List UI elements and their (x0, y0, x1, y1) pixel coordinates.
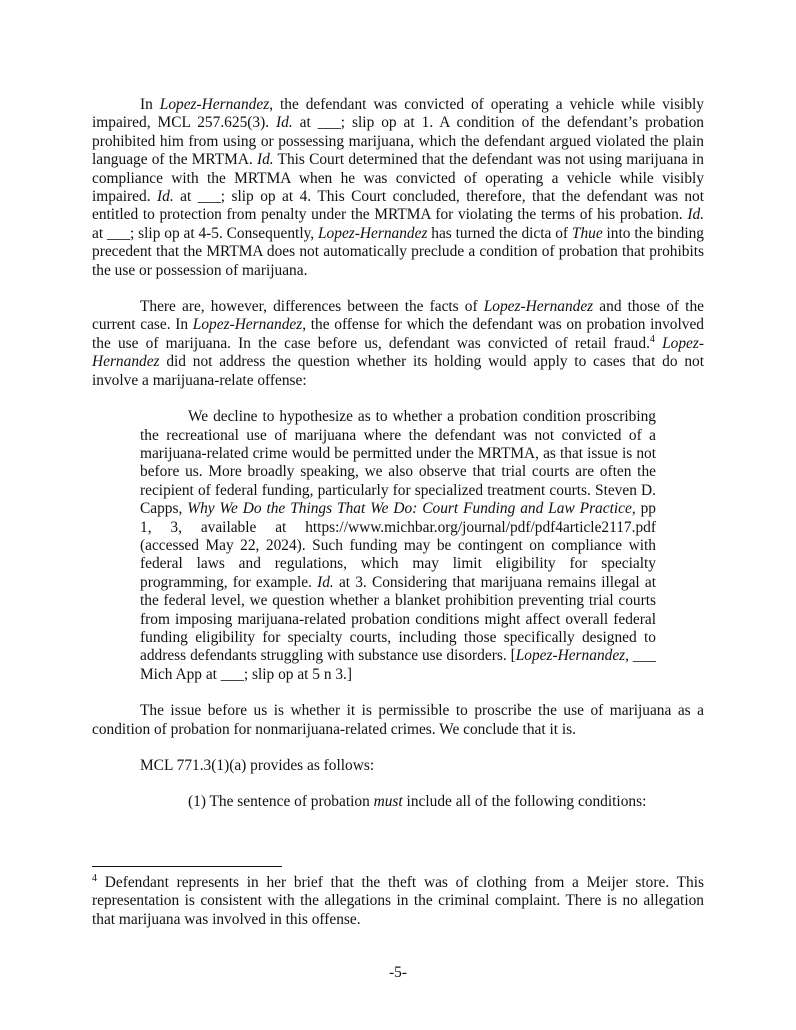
paragraph-statute-intro: MCL 771.3(1)(a) provides as follows: (140, 757, 375, 774)
paragraph-lopez-hernandez-summary: In Lopez-Hernandez, the defendant was convicted of operating a vehicle while visibly impaired, MCL 257.625(3). Id. at ___; slip op at 1. A condition of the defendant’s probation prohibited him from using or possessing marijuana, which the defendant argued violated the plain language of the MRTMA. Id. This Court determined that the defendant was not using marijuana in compliance with the MRTMA when he was convicted of operating a vehicle while visibly impaired. Id. at ___; slip op at 4. This Court concluded, therefore, that the defendant was not entitled to protection from penalty under the MRTMA for violating the terms of his probation. Id. at ___; slip op at 4-5. Consequently, Lopez-Hernandez has turned the dicta of Thue into the binding precedent that the MRTMA does not automatically preclude a condition of probation that prohibits the use or possession of marijuana. (92, 96, 705, 279)
footnote-reference: 4 (649, 333, 655, 345)
document-body (92, 96, 704, 812)
page-number: -5- (389, 964, 407, 981)
paragraph-issue: The issue before us is whether it is permissible to proscribe the use of marijuana as a condition of probation for nonmarijuana-related crimes. We conclude that it is. (92, 702, 704, 738)
block-quote: We decline to hypothesize as to whether a probation condition proscribing the recreational use of marijuana where the defendant was not convicted of a marijuana-related crime would be permitted under the MRTMA, as that issue is not before us. More broadly speaking, we also observe that trial courts are often the recipient of federal funding, particularly for specialized treatment courts. Steven D. Capps, Why We Do the Things That We Do: Court Funding and Law Practice, pp 1, 3, available at https://www.michbar.org/journal/pdf/pdf4article2117.pdf (accessed May 22, 2024). Such funding may be contingent on compliance with federal laws and regulations, which may limit eligibility for specialty programming, for example. Id. at 3. Considering that marijuana remains illegal at the federal level, we question whether a blanket prohibition preventing trial courts from imposing marijuana-related probation conditions might affect overall federal funding eligibility for specialty courts, including those specifically designed to address defendants struggling with substance use disorders. [Lopez-Hernandez, ___ Mich App at ___; slip op at 5 n 3.] (140, 408, 656, 683)
footnote-separator (92, 866, 282, 867)
statute-quote: (1) The sentence of probation must include all of the following conditions: (188, 793, 647, 811)
footnote: $^4$ Defendant represents in her brief that the theft was of clothing from a Meijer store. This representation is consistent with the allegations in the criminal complaint. There is no allegation that marijuana was involved in this offense. (92, 872, 704, 928)
footnote-number: 4 (92, 872, 97, 884)
paragraph-differences: There are, however, differences between the facts of Lopez-Hernandez and those of the current case. In Lopez-Hernandez, the offense for which the defendant was on probation involved the use of marijuana. In the case before us, defendant was convicted of retail fraud.$^4$ Lopez-Hernandez did not address the question whether its holding would apply to cases that do not involve a marijuana-relate offense: (92, 298, 704, 389)
